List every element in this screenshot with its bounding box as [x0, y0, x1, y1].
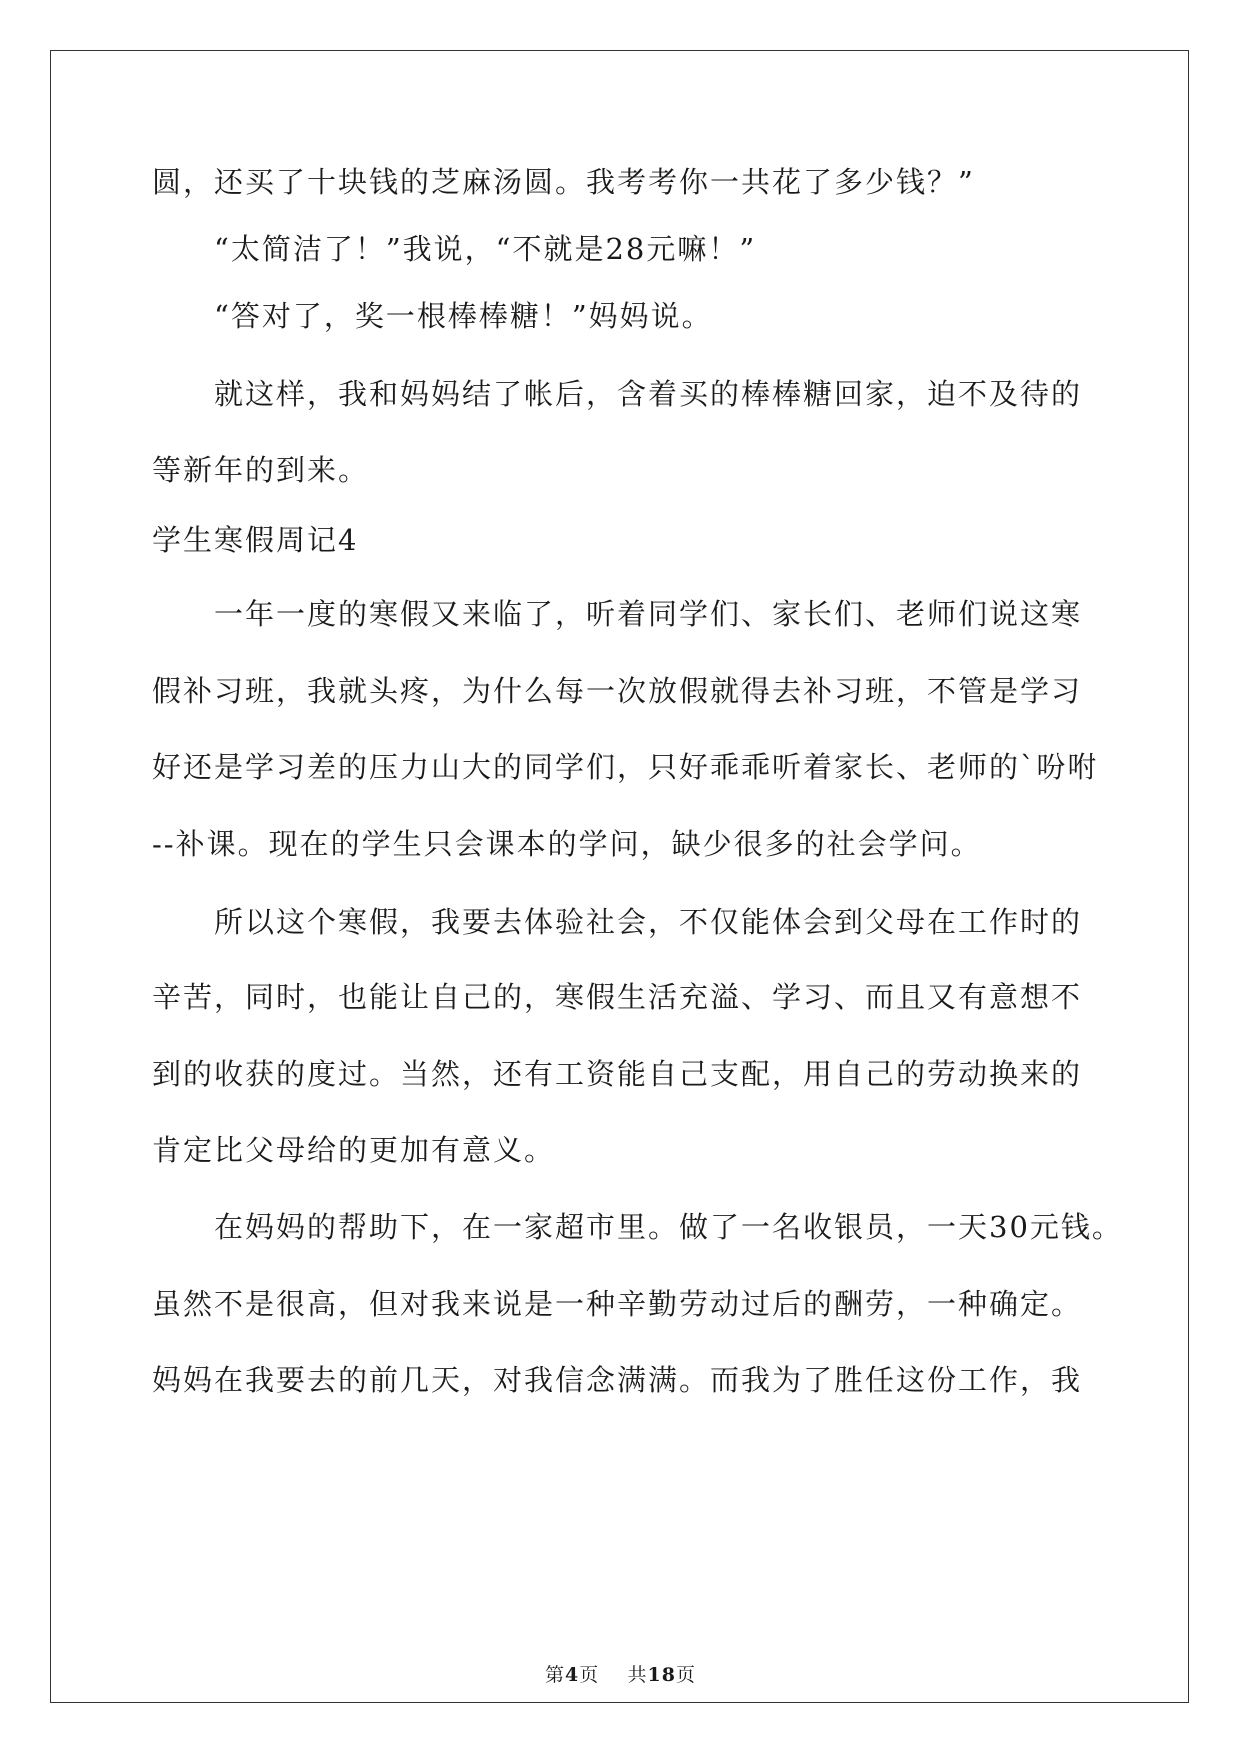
- page-footer: [0, 1660, 1241, 1687]
- footer-prefix: 第: [545, 1664, 566, 1686]
- total-pages: 18: [647, 1664, 676, 1686]
- text-line: 假补习班，我就头疼，为什么每一次放假就得去补习班，不管是学习: [152, 674, 1083, 708]
- text-line: 辛苦，同时，也能让自己的，寒假生活充溢、学习、而且又有意想不: [152, 980, 1083, 1014]
- text-line: 虽然不是很高，但对我来说是一种辛勤劳动过后的酬劳，一种确定。: [152, 1287, 1083, 1321]
- text-line: 一年一度的寒假又来临了，听着同学们、家长们、老师们说这寒: [214, 597, 1083, 631]
- text-line: 所以这个寒假，我要去体验社会，不仅能体会到父母在工作时的: [214, 905, 1083, 939]
- text-line: “太简洁了！”我说，“不就是28元嘛！”: [214, 232, 757, 266]
- text-line: 圆，还买了十块钱的芝麻汤圆。我考考你一共花了多少钱？”: [152, 165, 975, 199]
- text-line: 肯定比父母给的更加有意义。: [152, 1133, 556, 1167]
- text-line: 妈妈在我要去的前几天，对我信念满满。而我为了胜任这份工作，我: [152, 1363, 1083, 1397]
- text-line: 到的收获的度过。当然，还有工资能自己支配，用自己的劳动换来的: [152, 1057, 1083, 1091]
- total-unit: 页: [675, 1664, 696, 1686]
- text-line: --补课。现在的学生只会课本的学问，缺少很多的社会学问。: [152, 827, 982, 861]
- section-heading: 学生寒假周记4: [152, 523, 359, 557]
- page-unit: 页: [579, 1664, 600, 1686]
- text-line: 在妈妈的帮助下，在一家超市里。做了一名收银员，一天30元钱。: [214, 1210, 1123, 1244]
- total-prefix: 共: [627, 1664, 648, 1686]
- text-line: 等新年的到来。: [152, 453, 370, 487]
- page-number: 4: [565, 1664, 580, 1686]
- text-line: 好还是学习差的压力山大的同学们，只好乖乖听着家长、老师的`吩咐: [152, 750, 1099, 784]
- text-line: “答对了，奖一根棒棒糖！”妈妈说。: [214, 299, 713, 333]
- text-line: 就这样，我和妈妈结了帐后，含着买的棒棒糖回家，迫不及待的: [214, 377, 1083, 411]
